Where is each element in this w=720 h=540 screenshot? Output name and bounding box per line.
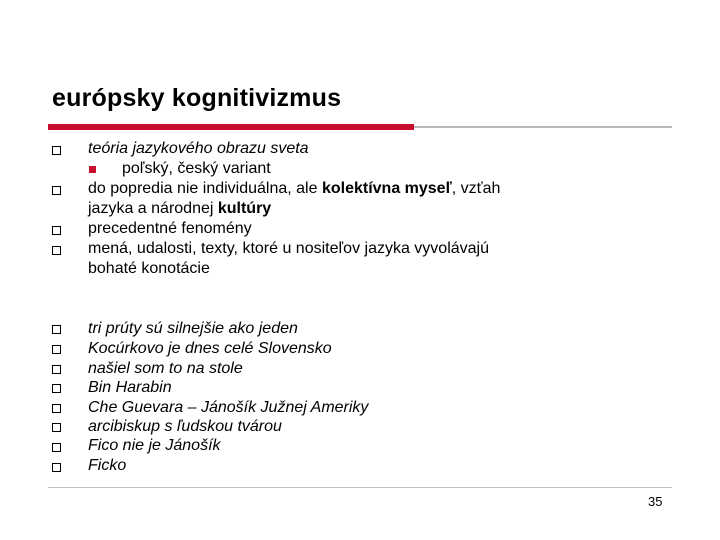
filled-square-bullet-icon xyxy=(89,166,96,173)
hollow-square-bullet-icon xyxy=(52,325,61,334)
example-item: Bin Harabin xyxy=(88,379,172,396)
page-number: 35 xyxy=(648,494,663,509)
list-item: mená, udalosti, texty, ktoré u nositeľov jazyka vyvolávajú xyxy=(88,240,490,257)
list-item-emphasis: kultúry xyxy=(217,200,272,217)
hollow-square-bullet-icon xyxy=(52,365,61,374)
hollow-square-bullet-icon xyxy=(52,146,61,155)
slide-title: európsky kognitivizmus xyxy=(52,84,342,112)
title-underline-rule xyxy=(414,126,672,128)
hollow-square-bullet-icon xyxy=(52,226,61,235)
list-item: precedentné fenomény xyxy=(88,220,252,237)
list-item-text: do popredia nie individuálna, ale xyxy=(88,180,322,197)
example-item: tri prúty sú silnejšie ako jeden xyxy=(88,320,298,337)
list-item-continuation: bohaté konotácie xyxy=(88,260,210,277)
list-item-emphasis: kolektívna myseľ xyxy=(321,180,452,197)
footer-rule xyxy=(48,487,672,488)
list-item-continuation xyxy=(88,199,271,219)
list-item-text: , vzťah xyxy=(451,180,501,197)
example-item: arcibiskup s ľudskou tvárou xyxy=(88,418,282,435)
title-underline-accent xyxy=(48,124,414,130)
example-item: Kocúrkovo je dnes celé Slovensko xyxy=(88,340,332,357)
hollow-square-bullet-icon xyxy=(52,246,61,255)
hollow-square-bullet-icon xyxy=(52,443,61,452)
hollow-square-bullet-icon xyxy=(52,463,61,472)
hollow-square-bullet-icon xyxy=(52,186,61,195)
list-item-text: jazyka a národnej xyxy=(88,200,218,217)
example-item: Che Guevara – Jánošík Južnej Ameriky xyxy=(88,399,369,416)
hollow-square-bullet-icon xyxy=(52,423,61,432)
example-item: našiel som to na stole xyxy=(88,360,243,377)
example-item: Fico nie je Jánošík xyxy=(88,437,221,454)
hollow-square-bullet-icon xyxy=(52,384,61,393)
sub-list-item: poľský, český variant xyxy=(122,160,271,177)
hollow-square-bullet-icon xyxy=(52,404,61,413)
example-item: Ficko xyxy=(88,457,127,474)
hollow-square-bullet-icon xyxy=(52,345,61,354)
list-item xyxy=(88,179,500,199)
list-item: teória jazykového obrazu sveta xyxy=(88,140,309,157)
